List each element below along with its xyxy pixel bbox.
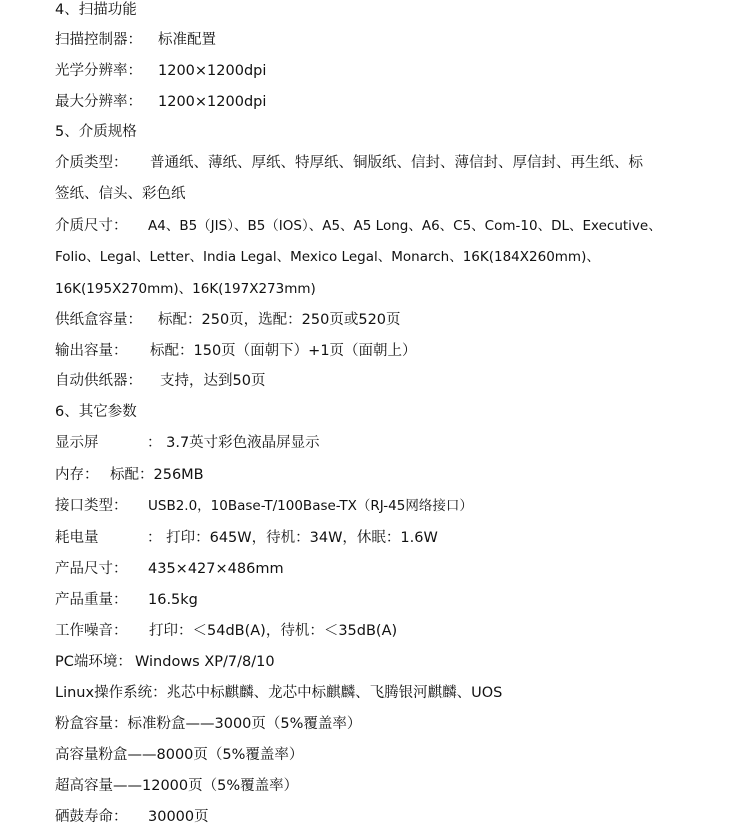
spec-row-weight — [55, 590, 198, 610]
spec-row-media-sizes-cont1 — [55, 247, 600, 267]
spec-value: 超高容量——12000页（5%覆盖率） — [55, 778, 299, 794]
spec-value: ： 打印：645W，待机：34W，休眠：1.6W — [147, 530, 438, 546]
spec-row-max-resolution — [55, 92, 266, 112]
spec-row-linux-os — [55, 683, 502, 703]
spec-label: 扫描控制器： — [55, 32, 142, 48]
section-heading-other-text: 6、其它参数 — [55, 404, 137, 420]
spec-label: PC端环境： — [55, 654, 132, 670]
spec-value: 兆芯中标麒麟、龙芯中标麒麟、飞腾银河麒麟、UOS — [166, 685, 503, 701]
spec-row-drum — [55, 807, 209, 827]
spec-label: 输出容量： — [55, 343, 128, 359]
spec-value: 标准配置 — [158, 32, 216, 48]
spec-row-noise — [55, 621, 397, 641]
spec-value: 435×427×486mm — [148, 561, 284, 577]
spec-label: 工作噪音： — [55, 623, 128, 639]
spec-value: A4、B5（JIS）、B5（IOS）、A5、A5 Long、A6、C5、Com-10、DL、Executive、 — [148, 218, 662, 234]
spec-value: 标配：150页（面朝下）+1页（面朝上） — [150, 343, 417, 359]
spec-row-memory — [55, 465, 204, 485]
spec-row-tray-capacity — [55, 310, 401, 330]
spec-value: 30000页 — [148, 809, 209, 825]
spec-label: 硒鼓寿命： — [55, 809, 128, 825]
spec-row-media-types — [55, 153, 643, 173]
spec-row-toner — [55, 714, 361, 734]
spec-label: 显示屏 — [55, 435, 99, 451]
section-heading-media — [55, 122, 137, 142]
spec-value: 普通纸、薄纸、厚纸、特厚纸、铜版纸、信封、薄信封、厚信封、再生纸、标 — [150, 155, 643, 171]
spec-label: 最大分辨率： — [55, 94, 142, 110]
spec-value: ： 3.7英寸彩色液晶屏显示 — [147, 435, 320, 451]
spec-row-ultra-toner — [55, 776, 298, 796]
spec-label: 粉盒容量： — [55, 716, 128, 732]
spec-row-scan-controller — [55, 30, 216, 50]
spec-value: 16.5kg — [148, 592, 198, 608]
spec-value: 签纸、信头、彩色纸 — [55, 186, 186, 202]
spec-value: Windows XP/7/8/10 — [135, 654, 275, 670]
spec-row-output-capacity — [55, 341, 417, 361]
spec-label: 产品尺寸： — [55, 561, 128, 577]
spec-row-interface — [55, 496, 473, 516]
spec-row-dimensions — [55, 559, 284, 579]
spec-row-optical-resolution — [55, 61, 266, 81]
spec-label: 介质尺寸： — [55, 218, 128, 234]
spec-label: Linux操作系统： — [55, 685, 167, 701]
spec-value: 标准粉盒——3000页（5%覆盖率） — [127, 716, 362, 732]
spec-value: 标配：250页，选配：250页或520页 — [158, 312, 401, 328]
spec-label: 自动供纸器： — [55, 373, 142, 389]
spec-label: 介质类型： — [55, 155, 128, 171]
section-heading-media-text: 5、介质规格 — [55, 124, 137, 140]
spec-label: 耗电量 — [55, 530, 99, 546]
section-heading-scan-text: 4、扫描功能 — [55, 2, 137, 18]
spec-value: USB2.0，10Base-T/100Base-TX（RJ-45网络接口） — [148, 498, 473, 514]
spec-row-media-sizes — [55, 216, 662, 236]
spec-label: 光学分辨率： — [55, 63, 142, 79]
section-heading-other — [55, 402, 137, 422]
spec-value: 16K(195X270mm)、16K(197X273mm) — [55, 281, 316, 297]
spec-row-media-types-cont — [55, 184, 186, 204]
spec-value: 高容量粉盒——8000页（5%覆盖率） — [55, 747, 304, 763]
spec-row-power — [55, 528, 438, 548]
spec-value: 1200×1200dpi — [158, 94, 267, 110]
spec-row-media-sizes-cont2 — [55, 279, 316, 299]
spec-row-high-toner — [55, 745, 303, 765]
spec-label: 接口类型： — [55, 498, 128, 514]
spec-row-pc-os — [55, 652, 275, 672]
section-heading-scan — [55, 0, 137, 20]
spec-row-display — [55, 433, 320, 453]
spec-value: Folio、Legal、Letter、India Legal、Mexico Legal、Monarch、16K(184X260mm)、 — [55, 249, 600, 265]
spec-row-auto-feeder — [55, 371, 265, 391]
spec-value: 打印：＜54dB(A)，待机：＜35dB(A) — [149, 623, 398, 639]
spec-label: 内存： — [55, 467, 99, 483]
spec-value: 标配：256MB — [110, 467, 204, 483]
spec-value: 支持，达到50页 — [160, 373, 266, 389]
spec-label: 供纸盒容量： — [55, 312, 142, 328]
spec-value: 1200×1200dpi — [158, 63, 267, 79]
spec-label: 产品重量： — [55, 592, 128, 608]
